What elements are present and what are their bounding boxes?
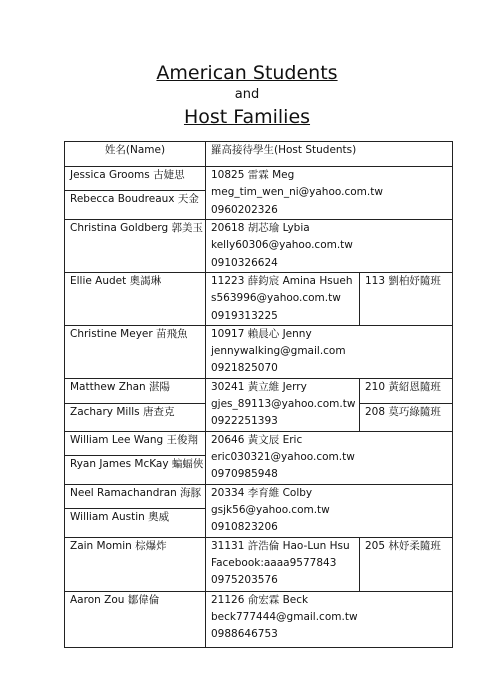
host-email: gjes_89113@yahoo.com.tw	[211, 398, 356, 411]
host-email: meg_tim_wen_ni@yahoo.com.tw	[211, 186, 383, 199]
student-name: Rebecca Boudreaux 天金	[65, 191, 206, 220]
host-cell	[206, 325, 453, 378]
table-row	[65, 431, 453, 455]
host-phone: 0919313225	[211, 309, 278, 322]
host-email: jennywalking@gmail.com	[211, 345, 346, 358]
accompany-class: 113 劉柏妤隨班	[360, 273, 453, 326]
host-line: 30241 黃立維 Jerry	[211, 380, 307, 393]
roster-table	[64, 141, 453, 648]
accompany-class: 210 黃紹恩隨班	[360, 378, 453, 403]
host-email: eric030321@yahoo.com.tw	[211, 451, 355, 464]
host-line: 31131 許浩倫 Hao-Lun Hsu	[211, 539, 350, 552]
student-name: William Lee Wang 王俊翔	[65, 431, 206, 455]
title-american-students: American Students	[156, 62, 338, 84]
student-name: Neel Ramachandran 海豚	[65, 484, 206, 508]
host-phone: 0988646753	[211, 628, 278, 641]
table-row	[65, 325, 453, 378]
host-cell	[206, 537, 360, 591]
host-email: s563996@yahoo.com.tw	[211, 292, 341, 305]
header-host-students: 羅高接待學生(Host Students)	[206, 142, 453, 167]
host-line: 20618 胡芯瑜 Lybia	[211, 222, 310, 234]
host-email: gsjk56@yahoo.com.tw	[211, 503, 330, 516]
student-name: William Austin 奧威	[65, 509, 206, 537]
title-and: and	[234, 87, 260, 102]
host-line: 21126 俞宏霖 Beck	[211, 593, 309, 606]
host-cell	[206, 431, 453, 484]
accompany-class: 208 莫巧綠隨班	[360, 404, 453, 432]
host-email: beck777444@gmail.com.tw	[211, 610, 358, 623]
host-cell	[206, 484, 453, 537]
host-phone: 0921825070	[211, 362, 278, 375]
student-name: Ellie Audet 奧謁琳	[65, 273, 206, 326]
host-phone: 0960202326	[211, 203, 278, 216]
host-email: Facebook:aaaa9577843	[211, 556, 337, 569]
host-line: 20334 李育維 Colby	[211, 486, 313, 499]
student-name: Christine Meyer 苗飛魚	[65, 325, 206, 378]
header-name: 姓名(Name)	[65, 142, 206, 167]
student-name: Ryan James McKay 蝙蝠俠	[65, 456, 206, 484]
host-cell	[206, 591, 453, 647]
table-row	[65, 167, 453, 191]
table-row	[65, 378, 453, 403]
host-cell	[206, 220, 453, 273]
student-name: Matthew Zhan 湛陽	[65, 378, 206, 403]
title-host-families: Host Families	[183, 106, 311, 128]
student-name: Aaron Zou 鄒偉倫	[65, 591, 206, 647]
host-line: 11223 薛鈞宸 Amina Hsueh	[211, 275, 353, 287]
host-phone: 0970985948	[211, 468, 278, 481]
host-line: 10917 賴晨心 Jenny	[211, 327, 312, 340]
table-row	[65, 484, 453, 508]
host-line: 20646 黃文辰 Eric	[211, 433, 303, 446]
table-row	[65, 537, 453, 591]
host-phone: 0910823206	[211, 521, 278, 534]
host-email: kelly60306@yahoo.com.tw	[211, 239, 353, 252]
host-phone: 0922251393	[211, 415, 278, 428]
host-phone: 0975203576	[211, 574, 278, 587]
host-cell	[206, 378, 360, 431]
table-row	[65, 591, 453, 647]
header-row	[65, 142, 453, 167]
table-row	[65, 220, 453, 273]
accompany-class: 205 林妤柔隨班	[360, 537, 453, 591]
host-line: 10825 雷霖 Meg	[211, 169, 295, 181]
student-name: Jessica Grooms 古婕思	[65, 167, 206, 191]
student-name: Zain Momin 棕爆炸	[65, 537, 206, 591]
host-cell	[206, 273, 360, 326]
student-name: Christina Goldberg 郭美玉	[65, 220, 206, 273]
host-cell	[206, 167, 453, 220]
table-row	[65, 273, 453, 326]
host-phone: 0910326624	[211, 256, 278, 269]
student-name: Zachary Mills 唐查克	[65, 404, 206, 432]
